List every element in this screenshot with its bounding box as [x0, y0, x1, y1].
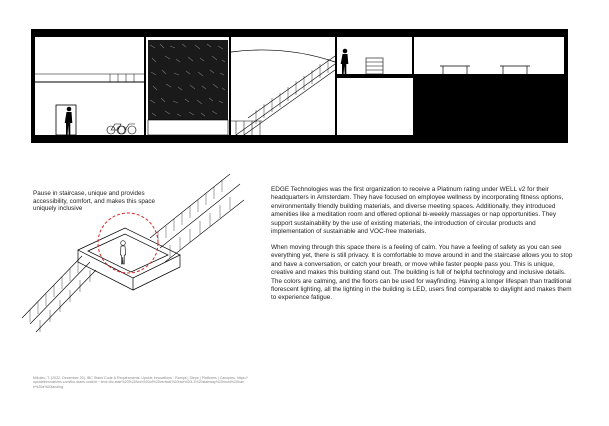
person-figure-icon: [65, 107, 73, 135]
staircase-callout: Pause in staircase, unique and provides accessibility, comfort, and makes this space uniquely inclusive: [33, 190, 156, 213]
column: [229, 37, 231, 135]
outer-wall-right: [564, 37, 568, 78]
table-icon: [440, 66, 530, 74]
planter-base: [148, 120, 228, 135]
description-paragraph-1: EDGE Technologies was the first organization to receive a Platinum rating under WELL v2 for their headquarters in Amsterdam. They have focused on employee wellness by incorporating fitness options, environmentally friendly building materials, and diverse meeting spaces. Additionally, they introduced amenities like a meditation room and offered optional bi-weekly massages or nap opportunities. They support sustainability by the use of existing materials, the introduction of circular products and implementation of sustainable and VOC-free materials.: [271, 186, 564, 236]
bicycle-icon: [107, 124, 136, 134]
ground-mass: [413, 78, 568, 143]
lower-flight: [22, 256, 96, 332]
staircase-landing: [78, 228, 180, 290]
citation: Mikulec, T. (2022, December 20). IBC Stairs Code & Requirements. Upside Innovations · Ramps | Steps | Platforms | Canopies. https://upsideinnovations.com/ibc-stairs-code/#:~:text=ibc-stair%20%20Non%20of%20vertical%20rise%20L3%20stairway%20must%20have%20a%20landing.: [33, 376, 248, 389]
mezzanine-railing: [35, 74, 144, 82]
person-figure-icon: [341, 49, 349, 74]
upper-flight-balusters: [158, 180, 230, 258]
column: [412, 37, 414, 78]
mid-floor-slab: [337, 74, 568, 78]
building-section-drawing: [0, 0, 609, 160]
floor-slab: [31, 135, 413, 143]
roof-slab: [31, 29, 568, 37]
outer-wall-left: [31, 37, 35, 135]
atrium-curve: [231, 50, 335, 62]
small-stair: [366, 58, 383, 74]
column: [144, 37, 146, 135]
person-figure-icon: [120, 241, 125, 264]
upper-flight: [150, 174, 244, 262]
description-paragraph-2: When moving through this space there is a feeling of calm. You have a feeling of safety as you can see everything yet, there is still privacy. It is comfortable to move around in and the staircase allows you to stop and have a conversation, or catch your breath, or move while faster people pass you. This is unique, creative and makes this building stand out. The building is full of helpful technology and inclusive details. The colors are calming, and the floors can be used for wayfinding. Having a longer lifespan than traditional florescent lighting, all the lighting in the building is LED, users find comparable to daylight and makes them to experience fatigue.: [271, 244, 573, 302]
green-wall-hatch: [148, 40, 228, 120]
column: [335, 37, 337, 135]
